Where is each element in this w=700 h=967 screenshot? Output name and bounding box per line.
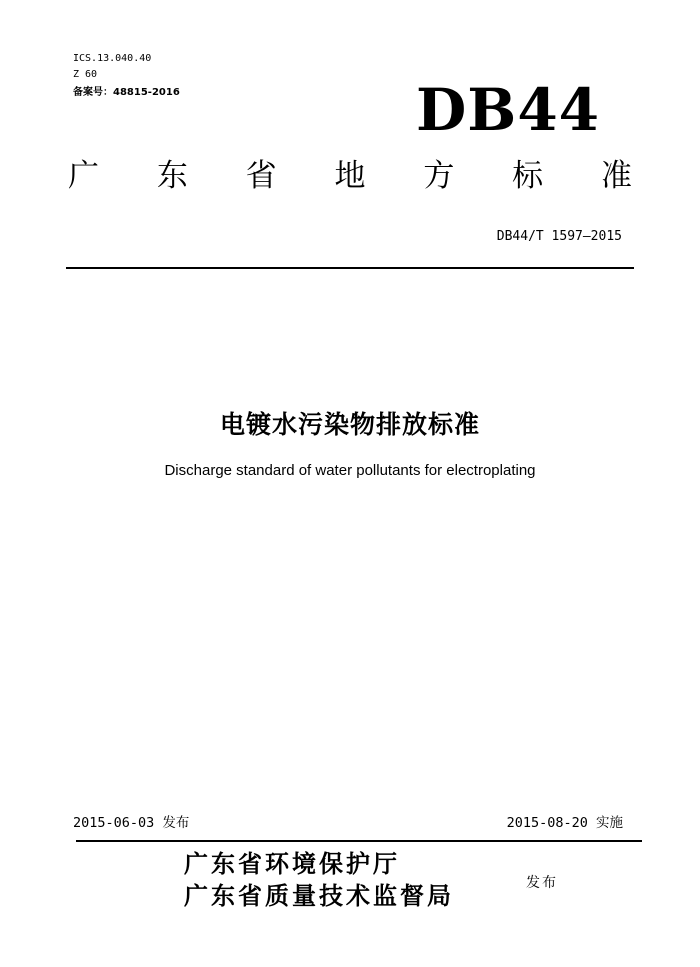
bottom-divider <box>76 840 642 842</box>
db44-logo: DB44 <box>416 76 601 144</box>
standard-number: DB44/T 1597—2015 <box>496 229 622 244</box>
issuer-environment-dept: 广东省环境保护厅 <box>184 849 400 878</box>
filing-number: 备案号：48815-2016 <box>73 87 180 98</box>
heading-char: 省 <box>245 158 277 194</box>
ccs-code: Z 60 <box>73 69 98 80</box>
document-title-cn: 电镀水污染物排放标准 <box>219 410 480 439</box>
heading-char: 标 <box>512 158 544 194</box>
release-label: 发布 <box>162 815 190 831</box>
heading-char: 准 <box>600 158 632 194</box>
heading-char: 广 <box>68 158 99 194</box>
ics-code: ICS.13.040.40 <box>73 53 152 64</box>
heading-char: 地 <box>334 158 366 194</box>
effective-label: 实施 <box>596 815 623 831</box>
release-date-value: 2015-06-03 <box>73 815 155 831</box>
heading-char: 方 <box>423 158 455 194</box>
release-date <box>73 811 189 831</box>
document-title-en: Discharge standard of water pollutants for electroplating <box>164 462 536 479</box>
issuer-quality-bureau: 广东省质量技术监督局 <box>184 881 454 910</box>
issued-label: 发布 <box>526 875 558 891</box>
top-divider <box>66 267 634 269</box>
standard-type-heading <box>68 156 632 196</box>
heading-char: 东 <box>156 158 188 194</box>
effective-date-value: 2015-08-20 <box>506 815 588 831</box>
effective-date <box>507 811 623 831</box>
